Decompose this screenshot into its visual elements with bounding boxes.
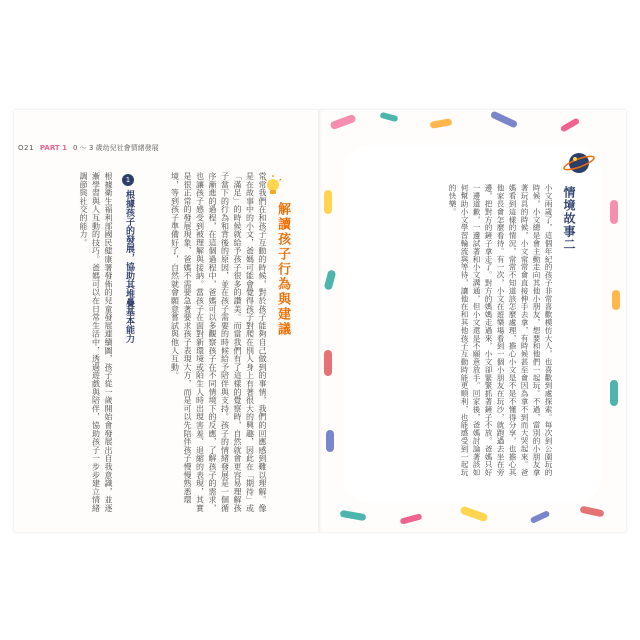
part-label: PART 1 <box>39 144 67 152</box>
left-page <box>14 110 320 532</box>
section-heading: 解讀孩子行為與建議 <box>275 202 290 337</box>
body-text: 常常我們在和孩子互動的時候，對於孩子能夠自己做到的事情，我們的回應感到難以理解。像是在故事中的小文，爸媽可能會覺得孩子對爬在別人身上有著很大的興趣，因此在「期待」或「滿足」的時候就給予孩子很多的讚美。而當我們有了這樣的覺察時，自然就會更容易理解孩子當下的行為和背後的原因，並在孩子需要的時候給予陪伴與支持。孩子的情緒發展是一個循序漸進的過程，在這個過程中，爸媽可以多觀察孩子在不同情境下的反應，了解孩子的需求，也讓孩子感受到被理解與接納。當孩子在面對新環境或陌生人時出現害羞、退縮的表現，其實是很正常的發展現象，爸媽不需要急著要求孩子表現大方，而是可以先陪伴孩子慢慢熟悉環境，等到孩子準備好了，自然就會願意嘗試與他人互動。 <box>170 172 267 513</box>
subsection-number: 1 <box>122 174 134 186</box>
chapter-title: 0 ～ 3 歲幼兒社會情緒發展 <box>73 144 159 152</box>
book-gutter <box>318 110 322 532</box>
page-number: O21 <box>18 144 34 152</box>
story-body: 小文兩歲了，這個年紀的孩子非常喜歡模仿大人，也喜歡到處探索。每次到公園玩的時候，小文總是會主動走向其他小朋友，想要和他們一起玩。不過，當別的小朋友拿著玩具的時候，小文常常會直接伸手去拿，有時候甚至會因為拿不到而大哭起來。爸媽看到這樣的情況，常常不知道該怎麼處理，擔心小文是不是不懂得分享，也擔心其他家長會怎麼看待。有一次，小文在遊樂場看到一個小朋友在玩沙，就跑過去坐在旁邊，把對方的鏟子拿走了。對方的媽媽走過來，小文卻緊緊抓著鏟子不放。爸媽只好一邊道歉，一邊試著和小文溝通，但小文還是不願意放手。回家後，爸媽討論著該如何幫助小文學習輪流與等待，讓他在和其他孩子互動時能更順利，也能感受到一起玩的快樂。 <box>448 184 553 477</box>
planet-icon <box>562 146 596 180</box>
page-header <box>18 142 159 154</box>
subsection-heading: 根據孩子的發展，協助其堆疊基本能力 <box>124 190 134 343</box>
right-page <box>320 110 626 532</box>
story-title: 情境故事二 <box>562 186 576 251</box>
book-spread <box>14 110 626 532</box>
body-text-2: 根據衛生福利部國民健康署發佈的兒童發展連續圖，孩子從一歲開始會發展出自我意識，並逐漸學習與人互動的技巧。爸媽可以在日常生活中，透過遊戲與陪伴，協助孩子一步步建立情緒調節與社交的能力。 <box>79 172 113 513</box>
